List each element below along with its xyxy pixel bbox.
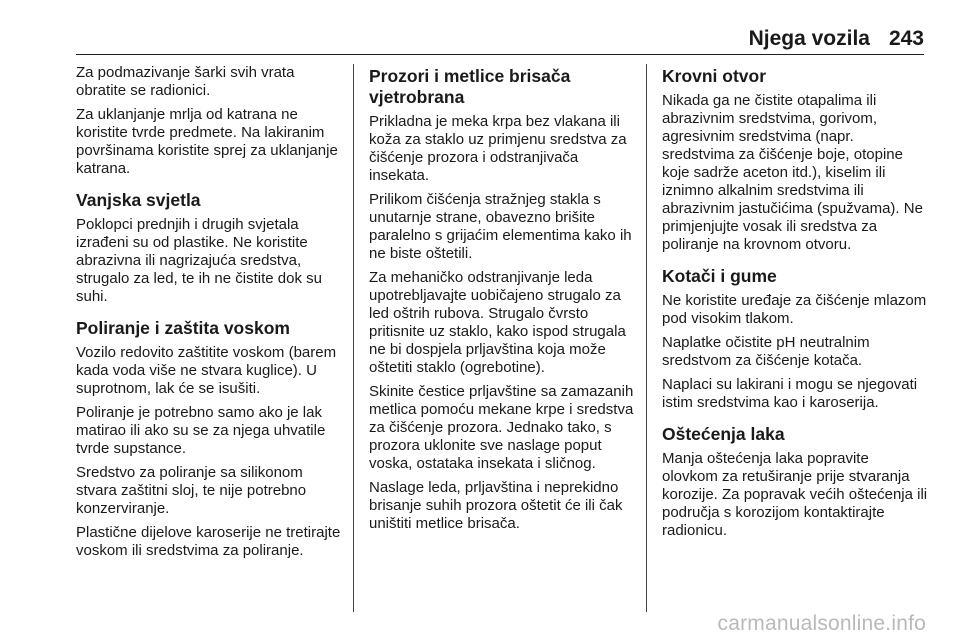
section-heading-windows-wipers: Prozori i metlice brisača vjetrobrana xyxy=(369,66,571,107)
text-column-3 xyxy=(662,64,928,546)
paragraph: Naplaci su lakirani i mogu se njegovati istim sredstvima kao i karoserija. xyxy=(662,376,918,411)
text-column-2 xyxy=(369,64,635,539)
section-title: Njega vozila xyxy=(748,27,870,50)
paragraph: Poklopci prednjih i drugih svjetala izrađeni su od plastike. Ne koristite abrazivna ili nagrizajuća sredstva, strugalo za led, te ih ne čistite dok su suhi. xyxy=(76,216,322,305)
paragraph: Sredstvo za poliranje sa silikonom stvara zaštitni sloj, te nije potrebno konzerviranje. xyxy=(76,464,307,517)
paragraph: Vozilo redovito zaštitite voskom (barem kada voda više ne stvara kuglice). U suprotnom, lak će se isušiti. xyxy=(76,344,337,397)
paragraph: Manja oštećenja laka popravite olovkom za retuširanje prije stvaranja korozije. Za popravak većih oštećenja ili područja s korozijom kontaktirajte radionicu. xyxy=(662,450,928,539)
paragraph: Za podmazivanje šarki svih vrata obratite se radionici. xyxy=(76,64,295,99)
paragraph: Ne koristite uređaje za čišćenje mlazom pod visokim tlakom. xyxy=(662,292,927,327)
section-heading-sunroof: Krovni otvor xyxy=(662,66,767,86)
paragraph: Naplatke očistite pH neutralnim sredstvom za čišćenje kotača. xyxy=(662,334,870,369)
section-heading-polishing: Poliranje i zaštita voskom xyxy=(76,318,290,338)
column-divider xyxy=(646,64,647,612)
column-divider xyxy=(353,64,354,612)
header-rule xyxy=(76,54,924,55)
watermark: carmanualsonline.info xyxy=(717,612,926,635)
section-heading-exterior-lights: Vanjska svjetla xyxy=(76,190,201,210)
paragraph: Skinite čestice prljavštine sa zamazanih metlica pomoću mekane krpe i sredstva za čišćenje prozora. Jednako tako, s prozora uklonite sve naslage poput voska, ostataka insekata i sličnog. xyxy=(369,383,634,472)
page-header xyxy=(0,0,960,58)
paragraph: Za uklanjanje mrlja od katrana ne koristite tvrde predmete. Na lakiranim površinama koristite sprej za uklanjanje katrana. xyxy=(76,106,338,177)
paragraph: Nikada ga ne čistite otapalima ili abrazivnim sredstvima, gorivom, agresivnim sredstvima (napr. sredstvima za čišćenje boje, otopine koje sadrže aceton itd.), kiselim ili iznimno alkalnim sredstvima ili abrazivnim jastučićima (spužvama). Ne primjenjujte vosak ili sredstva za poliranje na krovnom otvoru. xyxy=(662,92,923,253)
paragraph: Poliranje je potrebno samo ako je lak matirao ili ako su se za njega uhvatile tvrde supstance. xyxy=(76,404,326,457)
paragraph: Naslage leda, prljavština i neprekidno brisanje suhih prozora oštetit će ili čak uništiti metlice brisača. xyxy=(369,479,623,532)
paragraph: Za mehaničko odstranjivanje leda upotrebljavajte uobičajeno strugalo za led oštrih rubova. Strugalo čvrsto pritisnite uz staklo, kako ispod strugala ne bi dospjela prljavština koja može oštetiti staklo (ogrebotine). xyxy=(369,269,626,376)
text-column-1 xyxy=(76,64,342,566)
page-number: 243 xyxy=(888,27,924,50)
paragraph: Prikladna je meka krpa bez vlakana ili koža za staklo uz primjenu sredstva za čišćenje prozora i odstranjivača insekata. xyxy=(369,113,627,184)
paragraph: Prilikom čišćenja stražnjeg stakla s unutarnje strane, obavezno brišite paralelno s grijaćim elementima kako ih ne biste oštetili. xyxy=(369,191,632,262)
paragraph: Plastične dijelove karoserije ne tretirajte voskom ili sredstvima za poliranje. xyxy=(76,524,341,559)
section-heading-paint-damage: Oštećenja laka xyxy=(662,424,785,444)
section-heading-wheels-tyres: Kotači i gume xyxy=(662,266,777,286)
